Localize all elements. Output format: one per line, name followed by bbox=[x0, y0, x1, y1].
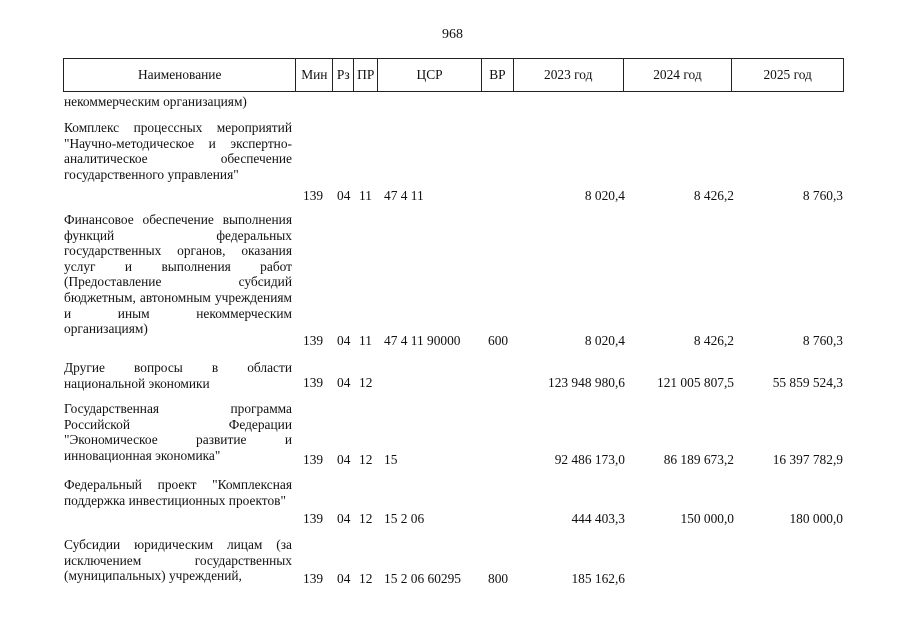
row-name: Финансовое обеспечение выполнения функций федеральных государственных органов, оказания услуг и выполнения работ (Предоставление субсидий бюджетным, автономным учреждениям и иным некоммерческим организациям) bbox=[64, 212, 292, 337]
row-rz: 04 bbox=[337, 452, 351, 467]
row-rz: 04 bbox=[337, 511, 351, 526]
table-header bbox=[63, 58, 844, 92]
table-row bbox=[63, 120, 844, 204]
row-2025: 55 859 524,3 bbox=[772, 375, 843, 390]
row-rz: 04 bbox=[337, 571, 351, 586]
row-2025: 16 397 782,9 bbox=[772, 452, 843, 467]
row-min: 139 bbox=[303, 188, 324, 203]
row-2025: 180 000,0 bbox=[789, 511, 843, 526]
header-csr: ЦСР bbox=[378, 59, 482, 91]
table-row bbox=[63, 401, 844, 467]
row-min: 139 bbox=[303, 375, 324, 390]
row-name: Государственная программа Российской Федерации "Экономическое развитие и инновационная экономика" bbox=[64, 401, 292, 463]
row-2023: 8 020,4 bbox=[584, 188, 625, 203]
header-name: Наименование bbox=[64, 59, 296, 91]
row-min: 139 bbox=[303, 511, 324, 526]
row-min: 139 bbox=[303, 333, 324, 348]
row-2023: 444 403,3 bbox=[571, 511, 625, 526]
row-vr: 600 bbox=[488, 333, 509, 348]
row-2023: 8 020,4 bbox=[584, 333, 625, 348]
header-rz: Рз bbox=[333, 59, 354, 91]
row-2023: 92 486 173,0 bbox=[554, 452, 625, 467]
row-pr: 12 bbox=[359, 571, 373, 586]
header-2025: 2025 год bbox=[763, 67, 812, 82]
row-pr: 12 bbox=[359, 452, 373, 467]
row-vr: 800 bbox=[488, 571, 509, 586]
row-2024: 121 005 807,5 bbox=[657, 375, 734, 390]
row-csr: 15 2 06 bbox=[384, 511, 425, 526]
header-vr: ВР bbox=[482, 59, 514, 91]
row-2025: 8 760,3 bbox=[802, 333, 843, 348]
row-name: некоммерческим организациям) bbox=[64, 94, 247, 109]
table-row bbox=[63, 477, 844, 527]
row-min: 139 bbox=[303, 571, 324, 586]
row-2023: 185 162,6 bbox=[571, 571, 625, 586]
row-pr: 11 bbox=[359, 188, 372, 203]
row-2024: 86 189 673,2 bbox=[663, 452, 734, 467]
row-min: 139 bbox=[303, 452, 324, 467]
row-2024: 8 426,2 bbox=[693, 333, 734, 348]
header-min: Мин bbox=[296, 59, 333, 91]
row-rz: 04 bbox=[337, 188, 351, 203]
row-csr: 47 4 11 bbox=[384, 188, 424, 203]
header-pr: ПР bbox=[354, 59, 378, 91]
page-number: 968 bbox=[442, 27, 463, 42]
header-2023: 2023 год bbox=[514, 59, 624, 91]
table-row bbox=[63, 360, 844, 394]
row-2025: 8 760,3 bbox=[802, 188, 843, 203]
table-row bbox=[63, 94, 844, 110]
row-pr: 11 bbox=[359, 333, 372, 348]
row-pr: 12 bbox=[359, 375, 373, 390]
row-csr: 15 2 06 60295 bbox=[384, 571, 461, 586]
row-name: Федеральный проект "Комплексная поддержка инвестиционных проектов" bbox=[64, 477, 292, 508]
row-2024: 8 426,2 bbox=[693, 188, 734, 203]
row-csr: 15 bbox=[384, 452, 398, 467]
row-name: Другие вопросы в области национальной экономики bbox=[64, 360, 292, 391]
row-2024: 150 000,0 bbox=[680, 511, 734, 526]
table-row bbox=[63, 537, 844, 587]
header-2024: 2024 год bbox=[624, 59, 733, 91]
row-rz: 04 bbox=[337, 333, 351, 348]
row-pr: 12 bbox=[359, 511, 373, 526]
table-row bbox=[63, 212, 844, 352]
row-name: Субсидии юридическим лицам (за исключением государственных (муниципальных) учреждений, bbox=[64, 537, 292, 584]
row-name: Комплекс процессных мероприятий "Научно-методическое и экспертно-аналитическое обеспечение государственного управления" bbox=[64, 120, 292, 182]
row-csr: 47 4 11 90000 bbox=[384, 333, 461, 348]
row-rz: 04 bbox=[337, 375, 351, 390]
row-2023: 123 948 980,6 bbox=[548, 375, 625, 390]
